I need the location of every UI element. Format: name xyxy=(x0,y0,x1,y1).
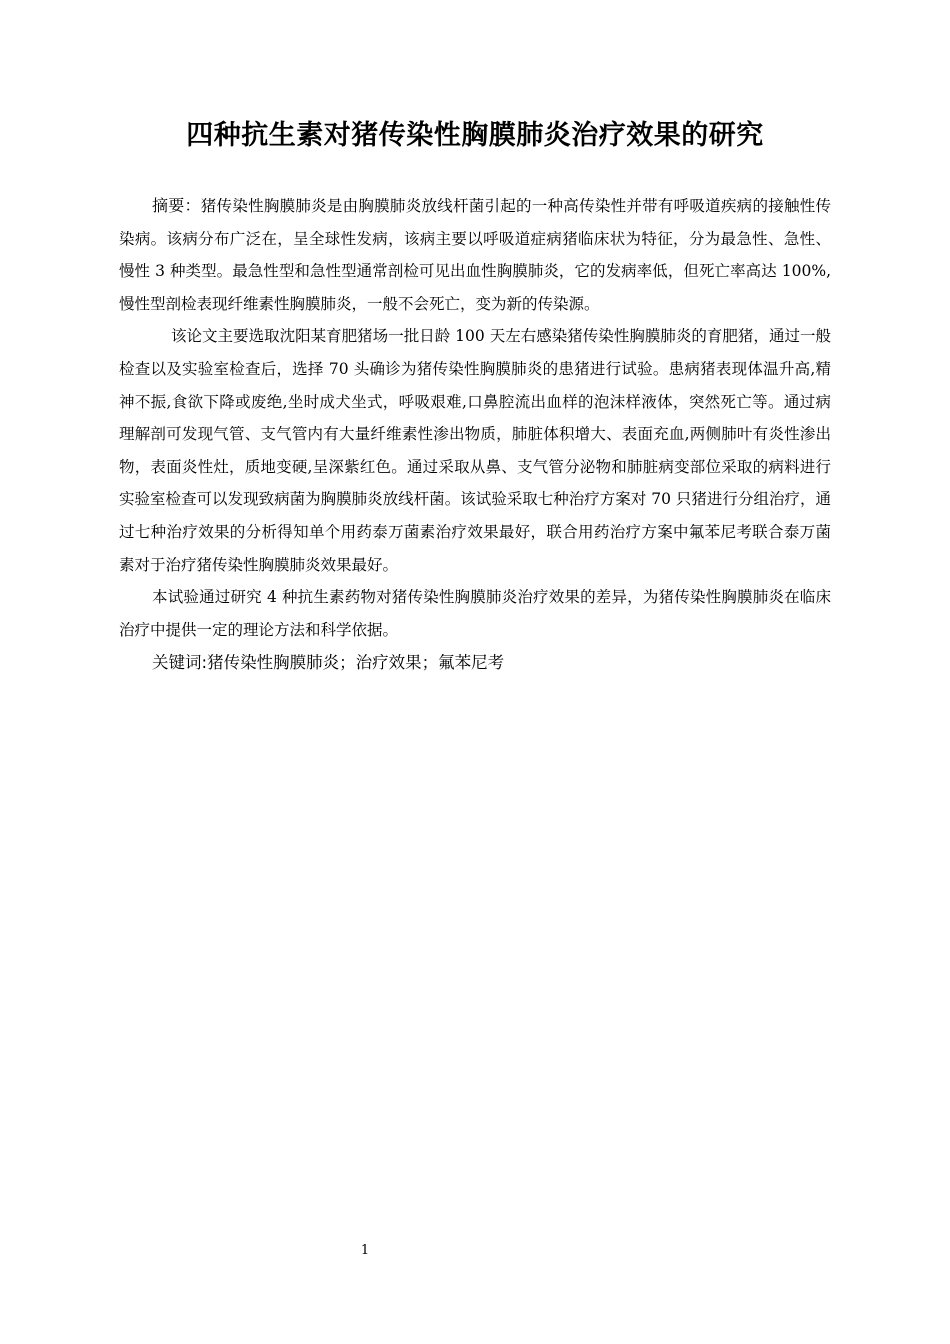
abstract-paragraph-2: 该论文主要选取沈阳某育肥猪场一批日龄 100 天左右感染猪传染性胸膜肺炎的育肥猪，通过一般检查以及实验室检查后，选择 70 头确诊为猪传染性胸膜肺炎的患猪进行试验。患病猪表现体温升高,精神不振,食欲下降或废绝,坐时成犬坐式，呼吸艰难,口鼻腔流出血样的泡沫样液体，突然死亡等。通过病理解剖可发现气管、支气管内有大量纤维素性渗出物质，肺脏体积增大、表面充血,两侧肺叶有炎性渗出物，表面炎性灶，质地变硬,呈深紫红色。通过采取从鼻、支气管分泌物和肺脏病变部位采取的病料进行实验室检查可以发现致病菌为胸膜肺炎放线杆菌。该试验采取七种治疗方案对 70 只猪进行分组治疗，通过七种治疗效果的分析得知单个用药泰万菌素治疗效果最好，联合用药治疗方案中氟苯尼考联合泰万菌素对于治疗猪传染性胸膜肺炎效果最好。 xyxy=(119,327,831,574)
paper-title: 四种抗生素对猪传染性胸膜肺炎治疗效果的研究 xyxy=(186,120,764,151)
keywords-text: 猪传染性胸膜肺炎；治疗效果；氟苯尼考 xyxy=(207,653,505,673)
keywords-line xyxy=(119,646,831,680)
page-number: 1 xyxy=(360,1243,370,1258)
abstract-paragraph-3: 本试验通过研究 4 种抗生素药物对猪传染性胸膜肺炎治疗效果的差异，为猪传染性胸膜肺炎在临床治疗中提供一定的理论方法和科学依据。 xyxy=(119,588,831,639)
abstract-paragraph-1 xyxy=(119,190,831,320)
abstract-section xyxy=(119,190,831,680)
abstract-paragraph-1-text: 猪传染性胸膜肺炎是由胸膜肺炎放线杆菌引起的一种高传染性并带有呼吸道疾病的接触性传染病。该病分布广泛在，呈全球性发病，该病主要以呼吸道症病猪临床状为特征，分为最急性、急性、慢性 3 种类型。最急性型和急性型通常剖检可见出血性胸膜肺炎，它的发病率低，但死亡率高达 100%,慢性型剖检表现纤维素性胸膜肺炎，一般不会死亡，变为新的传染源。 xyxy=(119,197,831,313)
abstract-label: 摘要： xyxy=(152,196,201,215)
keywords-label: 关键词: xyxy=(152,653,208,673)
